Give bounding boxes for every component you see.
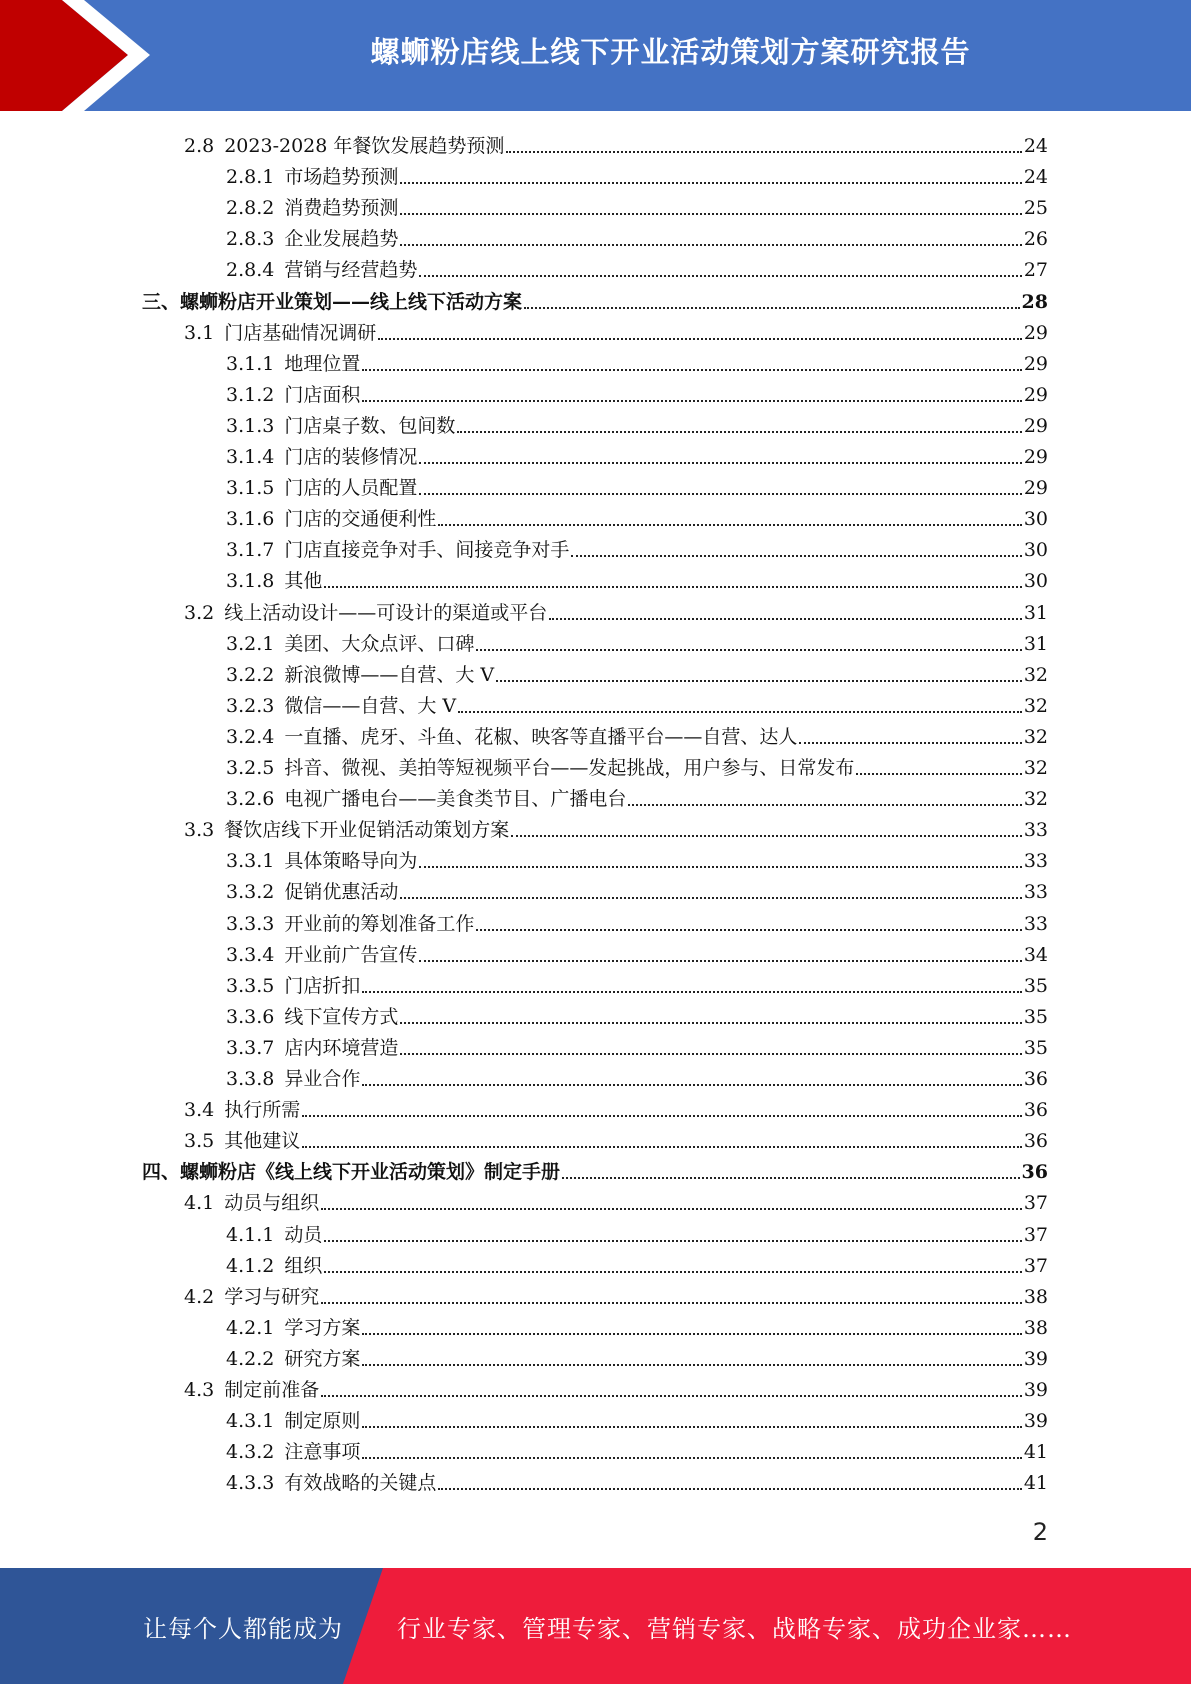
toc-entry[interactable] (226, 1433, 1048, 1464)
toc-dot-leader (324, 585, 1021, 588)
toc-entry-page: 33 (1023, 912, 1048, 935)
toc-entry-label: 门店折扣 (284, 974, 361, 997)
toc-entry-number: 3.2.1 (226, 632, 275, 655)
toc-entry-page: 32 (1023, 725, 1048, 748)
toc-entry[interactable] (226, 407, 1048, 438)
toc-entry-label: 门店桌子数、包间数 (284, 414, 456, 437)
toc-entry-label: 制定前准备 (224, 1379, 320, 1401)
toc-entry-number: 3.3.3 (226, 912, 275, 935)
toc-entry-number: 4.2 (184, 1285, 215, 1308)
toc-dot-leader (476, 648, 1021, 651)
toc-entry-label: 一直播、虎牙、斗鱼、花椒、映客等直播平台——自营、达人 (284, 725, 798, 748)
toc-dot-leader (419, 461, 1021, 464)
toc-dot-leader (362, 399, 1021, 402)
toc-entry-number: 3.3.1 (226, 850, 275, 873)
page-footer (0, 1568, 1191, 1684)
toc-entry-page: 33 (1023, 881, 1048, 904)
toc-entry-label: 微信——自营、大 V (284, 694, 457, 717)
toc-entry-number: 4.2.2 (226, 1347, 275, 1370)
toc-entry-page: 37 (1023, 1223, 1048, 1246)
toc-entry-number: 2.8.1 (226, 166, 275, 189)
toc-entry-number: 3.1.5 (226, 477, 275, 500)
toc-entry-number: 2.8.2 (226, 197, 275, 220)
toc-entry-number: 2.8.4 (226, 259, 275, 282)
toc-entry-label: 门店的人员配置 (284, 477, 418, 500)
toc-entry-label: 新浪微博——自营、大 V (284, 663, 495, 686)
toc-entry-page: 29 (1023, 352, 1048, 375)
toc-entry-page: 28 (1021, 290, 1048, 313)
toc-entry-number: 3.5 (184, 1130, 215, 1153)
toc-entry-label: 制定原则 (284, 1410, 361, 1433)
toc-entry[interactable] (184, 1371, 1048, 1402)
toc-entry-number: 4.3.1 (226, 1410, 275, 1433)
toc-entry[interactable] (142, 283, 1048, 314)
toc-entry-number: 2.8 (184, 135, 215, 157)
toc-entry[interactable] (226, 500, 1048, 531)
toc-entry-number: 三、 (142, 290, 181, 313)
toc-entry[interactable] (226, 345, 1048, 376)
toc-entry-page: 32 (1023, 663, 1048, 686)
toc-entry-label: 门店基础情况调研 (224, 321, 377, 344)
toc-entry[interactable] (226, 220, 1048, 251)
toc-dot-leader (400, 212, 1021, 215)
toc-dot-leader (400, 1052, 1021, 1055)
toc-dot-leader (549, 617, 1022, 620)
toc-entry-label: 营销与经营趋势 (284, 259, 418, 282)
toc-dot-leader (438, 1487, 1021, 1490)
toc-dot-leader (419, 865, 1021, 868)
toc-entry[interactable] (184, 811, 1048, 842)
toc-entry-label: 消费趋势预测 (284, 197, 399, 220)
toc-entry-number: 3.1.7 (226, 539, 275, 562)
toc-entry[interactable] (226, 376, 1048, 407)
toc-entry-label: 2023-2028 年餐饮发展趋势预测 (224, 135, 505, 157)
toc-entry-number: 4.3.3 (226, 1472, 275, 1495)
toc-entry-label: 线下宣传方式 (284, 1005, 399, 1028)
toc-entry-page: 39 (1023, 1410, 1048, 1433)
toc-dot-leader (362, 1332, 1021, 1335)
toc-entry[interactable] (142, 1153, 1048, 1184)
toc-entry[interactable] (226, 687, 1048, 718)
toc-entry-page: 29 (1023, 446, 1048, 468)
toc-entry-page: 41 (1023, 1441, 1048, 1464)
toc-entry-label: 研究方案 (284, 1347, 361, 1370)
toc-entry-label: 螺蛳粉店《线上线下开业活动策划》制定手册 (180, 1161, 561, 1184)
toc-entry-number: 3.1.4 (226, 446, 275, 468)
toc-entry-number: 3.1.8 (226, 570, 275, 593)
toc-entry-page: 36 (1023, 1068, 1048, 1090)
toc-entry[interactable] (184, 1122, 1048, 1153)
toc-entry-page: 36 (1023, 1130, 1048, 1153)
toc-entry-number: 2.8.3 (226, 228, 275, 251)
toc-entry-page: 32 (1023, 694, 1048, 717)
toc-entry[interactable] (226, 1464, 1048, 1495)
toc-dot-leader (496, 679, 1022, 682)
toc-entry-page: 32 (1023, 788, 1048, 811)
footer-slogan-right: 行业专家、管理专家、营销专家、战略专家、成功企业家…… (397, 1614, 1072, 1643)
toc-entry-number: 3.2.2 (226, 663, 275, 686)
toc-entry-number: 3.3 (184, 819, 215, 842)
toc-entry[interactable] (226, 936, 1048, 967)
toc-entry-number: 3.3.4 (226, 943, 275, 966)
toc-entry[interactable] (226, 1216, 1048, 1247)
toc-entry-label: 执行所需 (224, 1099, 301, 1122)
page-header (0, 0, 1191, 111)
toc-entry-number: 3.3.5 (226, 974, 275, 997)
toc-dot-leader (419, 492, 1021, 495)
toc-dot-leader (362, 1363, 1021, 1366)
toc-entry-label: 美团、大众点评、口碑 (284, 632, 475, 655)
toc-entry-number: 四、 (142, 1161, 181, 1184)
toc-entry-label: 注意事项 (284, 1441, 361, 1464)
toc-entry-page: 36 (1023, 1099, 1048, 1122)
toc-entry[interactable] (226, 842, 1048, 873)
toc-entry-label: 餐饮店线下开业促销活动策划方案 (224, 819, 510, 842)
toc-entry-label: 抖音、微视、美拍等短视频平台——发起挑战，用户参与、日常发布 (284, 757, 855, 779)
toc-entry-page: 27 (1023, 259, 1048, 282)
toc-entry-label: 开业前广告宣传 (284, 943, 418, 966)
toc-entry[interactable] (226, 189, 1048, 220)
toc-dot-leader (362, 990, 1021, 993)
toc-entry-number: 4.3.2 (226, 1441, 275, 1464)
toc-entry-number: 3.2.3 (226, 694, 275, 717)
toc-entry-page: 33 (1023, 819, 1048, 842)
toc-entry-page: 35 (1023, 1036, 1048, 1059)
toc-dot-leader (457, 430, 1021, 433)
toc-entry-label: 门店的交通便利性 (284, 508, 437, 531)
toc-dot-leader (476, 928, 1021, 931)
header-red-arrow (0, 0, 128, 111)
toc-dot-leader (324, 1270, 1021, 1273)
toc-entry-number: 3.4 (184, 1099, 215, 1122)
toc-entry-number: 4.1 (184, 1192, 215, 1215)
toc-entry-number: 3.1.2 (226, 383, 275, 406)
toc-entry-label: 其他建议 (224, 1130, 301, 1153)
toc-dot-leader (302, 1114, 1022, 1117)
toc-entry[interactable] (226, 1402, 1048, 1433)
toc-dot-leader (321, 1207, 1022, 1210)
toc-entry[interactable] (226, 469, 1048, 500)
toc-dot-leader (511, 834, 1022, 837)
toc-entry-page: 29 (1023, 414, 1048, 437)
toc-dot-leader (400, 896, 1021, 899)
toc-dot-leader (400, 181, 1021, 184)
toc-entry-page: 39 (1023, 1347, 1048, 1370)
toc-dot-leader (362, 1456, 1021, 1459)
toc-dot-leader (438, 523, 1021, 526)
toc-entry-label: 电视广播电台——美食类节目、广播电台 (284, 788, 627, 811)
toc-entry-label: 门店面积 (284, 383, 361, 406)
toc-entry-page: 38 (1023, 1316, 1048, 1339)
toc-entry-label: 门店直接竞争对手、间接竞争对手 (284, 539, 570, 562)
toc-entry-number: 3.2.5 (226, 757, 275, 779)
toc-entry-number: 3.2 (184, 601, 215, 624)
toc-entry-label: 开业前的筹划准备工作 (284, 912, 475, 935)
toc-entry[interactable] (226, 562, 1048, 593)
toc-dot-leader (524, 306, 1020, 309)
toc-entry[interactable] (226, 1309, 1048, 1340)
toc-entry[interactable] (226, 438, 1048, 469)
toc-entry-page: 36 (1021, 1161, 1048, 1184)
toc-entry[interactable] (226, 1060, 1048, 1091)
toc-entry-number: 3.1.3 (226, 414, 275, 437)
toc-entry-page: 29 (1023, 383, 1048, 406)
toc-entry-page: 24 (1023, 166, 1048, 189)
toc-entry-page: 26 (1023, 228, 1048, 251)
toc-entry[interactable] (184, 1091, 1048, 1122)
toc-entry-page: 31 (1023, 632, 1048, 655)
toc-entry[interactable] (226, 1029, 1048, 1060)
toc-entry[interactable] (226, 718, 1048, 749)
toc-dot-leader (562, 1176, 1020, 1179)
toc-entry-label: 地理位置 (284, 352, 361, 375)
toc-entry[interactable] (226, 873, 1048, 904)
toc-entry-label: 有效战略的关键点 (284, 1472, 437, 1495)
toc-entry[interactable] (226, 531, 1048, 562)
header-arrow-decoration (0, 0, 160, 111)
toc-entry[interactable] (226, 780, 1048, 811)
toc-entry-label: 市场趋势预测 (284, 166, 399, 189)
toc-entry-page: 39 (1023, 1379, 1048, 1401)
toc-entry[interactable] (226, 1247, 1048, 1278)
toc-entry[interactable] (226, 158, 1048, 189)
toc-entry-label: 动员与组织 (224, 1192, 320, 1215)
toc-dot-leader (799, 741, 1021, 744)
toc-entry-page: 33 (1023, 850, 1048, 873)
toc-entry-label: 具体策略导向为 (284, 850, 418, 873)
toc-entry-number: 4.2.1 (226, 1316, 275, 1339)
toc-entry[interactable] (184, 1184, 1048, 1215)
toc-dot-leader (378, 337, 1022, 340)
toc-dot-leader (302, 1145, 1022, 1148)
toc-entry[interactable] (226, 251, 1048, 282)
toc-entry[interactable] (184, 594, 1048, 625)
toc-entry-number: 3.3.2 (226, 881, 275, 904)
toc-entry-page: 35 (1023, 974, 1048, 997)
toc-entry-page: 24 (1023, 135, 1048, 157)
toc-entry-page: 32 (1023, 757, 1048, 779)
toc-entry-number: 3.1.6 (226, 508, 275, 531)
toc-entry[interactable] (184, 314, 1048, 345)
toc-entry[interactable] (226, 967, 1048, 998)
toc-entry-page: 38 (1023, 1285, 1048, 1308)
footer-slogan-left: 让每个人都能成为 (143, 1614, 343, 1643)
toc-entry-label: 动员 (284, 1223, 323, 1246)
toc-entry-label: 店内环境营造 (284, 1036, 399, 1059)
toc-entry-number: 4.1.2 (226, 1254, 275, 1277)
toc-dot-leader (419, 959, 1021, 962)
toc-entry[interactable] (226, 749, 1048, 780)
toc-dot-leader (362, 368, 1021, 371)
toc-entry-number: 3.3.8 (226, 1068, 275, 1090)
toc-entry-page: 41 (1023, 1472, 1048, 1495)
toc-entry[interactable] (226, 905, 1048, 936)
toc-entry-number: 3.3.6 (226, 1005, 275, 1028)
toc-entry-number: 3.2.6 (226, 788, 275, 811)
toc-entry-label: 门店的装修情况 (284, 446, 418, 468)
toc-dot-leader (400, 1021, 1021, 1024)
toc-entry-label: 学习方案 (284, 1316, 361, 1339)
toc-dot-leader (321, 1394, 1022, 1397)
toc-entry-page: 30 (1023, 508, 1048, 531)
toc-entry-page: 30 (1023, 570, 1048, 593)
toc-entry-number: 4.1.1 (226, 1223, 275, 1246)
toc-entry-label: 其他 (284, 570, 323, 593)
toc-dot-leader (362, 1425, 1021, 1428)
toc-entry[interactable] (184, 127, 1048, 158)
toc-entry-number: 3.1.1 (226, 352, 275, 375)
toc-entry-page: 25 (1023, 197, 1048, 220)
toc-dot-leader (419, 274, 1021, 277)
toc-entry[interactable] (226, 998, 1048, 1029)
toc-entry-page: 31 (1023, 601, 1048, 624)
toc-entry-page: 37 (1023, 1254, 1048, 1277)
toc-entry-number: 3.2.4 (226, 725, 275, 748)
toc-dot-leader (458, 710, 1022, 713)
toc-entry-page: 29 (1023, 321, 1048, 344)
toc-dot-leader (506, 150, 1021, 153)
toc-dot-leader (324, 1239, 1021, 1242)
toc-entry-label: 组织 (284, 1254, 323, 1277)
toc-entry-label: 线上活动设计——可设计的渠道或平台 (224, 601, 548, 624)
toc-dot-leader (628, 803, 1021, 806)
toc-dot-leader (400, 243, 1021, 246)
toc-entry-page: 30 (1023, 539, 1048, 562)
toc-entry-page: 34 (1023, 943, 1048, 966)
toc-entry-number: 3.1 (184, 321, 215, 344)
toc-entry-label: 企业发展趋势 (284, 228, 399, 251)
toc-dot-leader (571, 554, 1021, 557)
toc-entry-page: 35 (1023, 1005, 1048, 1028)
toc-entry-label: 促销优惠活动 (284, 881, 399, 904)
header-title: 螺蛳粉店线上线下开业活动策划方案研究报告 (370, 34, 971, 69)
toc-dot-leader (856, 772, 1021, 775)
toc-entry-label: 异业合作 (284, 1068, 361, 1090)
toc-entry[interactable] (226, 656, 1048, 687)
toc-dot-leader (321, 1301, 1022, 1304)
toc-entry-label: 学习与研究 (224, 1285, 320, 1308)
toc-entry-number: 3.3.7 (226, 1036, 275, 1059)
toc-entry[interactable] (184, 1278, 1048, 1309)
toc-entry[interactable] (226, 625, 1048, 656)
toc-entry-label: 螺蛳粉店开业策划——线上线下活动方案 (180, 290, 523, 313)
toc-entry-number: 4.3 (184, 1379, 215, 1401)
toc-dot-leader (362, 1083, 1021, 1086)
toc-entry-page: 29 (1023, 477, 1048, 500)
toc-entry[interactable] (226, 1340, 1048, 1371)
page-number: 2 (1032, 1518, 1048, 1546)
toc-entry-page: 37 (1023, 1192, 1048, 1215)
